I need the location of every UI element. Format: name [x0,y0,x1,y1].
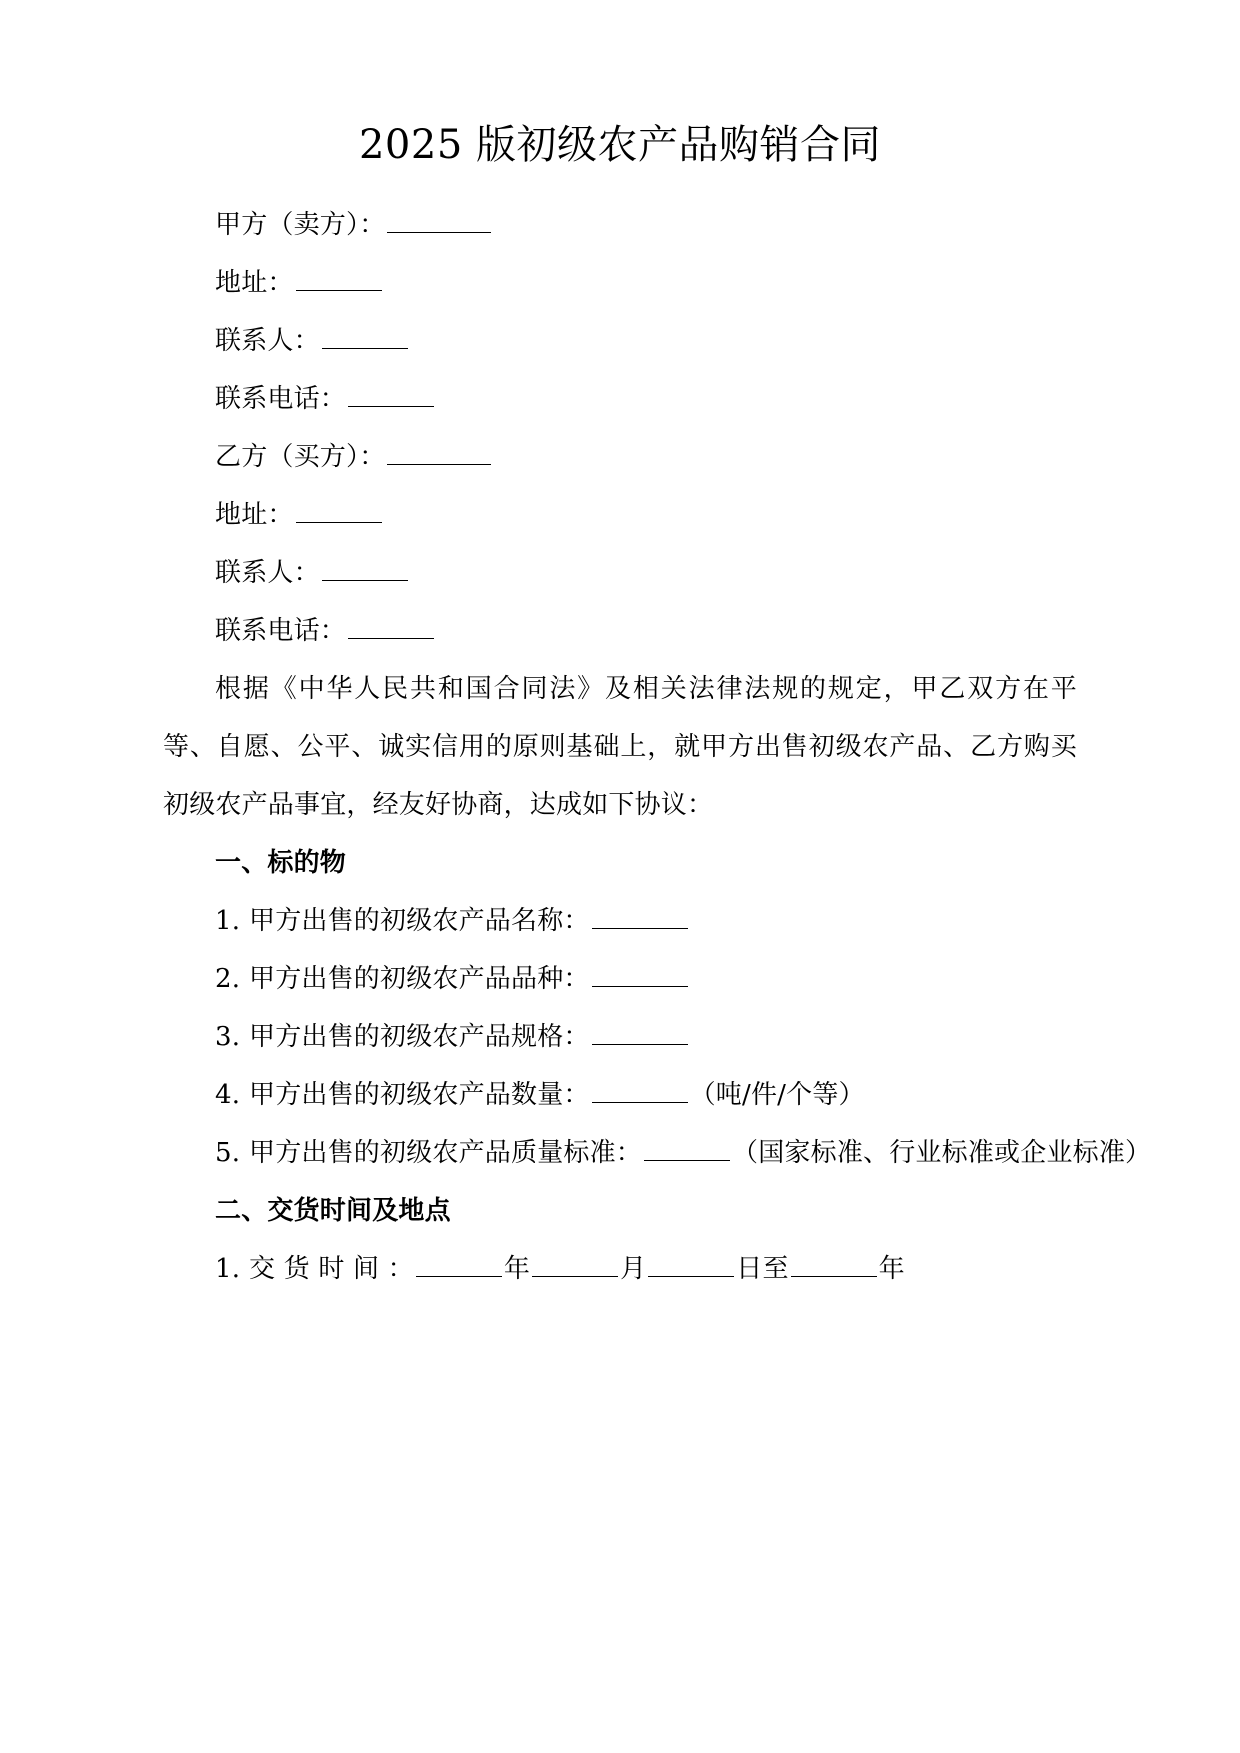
page-title: 2025 版初级农产品购销合同 [358,122,881,168]
party-label: 地址： [215,500,294,530]
list-item-text: 甲方出售的初级农产品质量标准： [249,1138,643,1168]
list-item [163,1240,1077,1298]
party-line-buyer-contact [163,544,1077,602]
fill-in-blank[interactable] [644,1134,730,1161]
fill-in-blank[interactable] [592,1018,688,1045]
fill-in-blank[interactable] [532,1250,618,1277]
list-item-number: 4. [215,1080,241,1110]
document-body [163,120,1152,1298]
list-item-number: 3. [215,1022,241,1052]
list-item-text: 甲方出售的初级农产品品种： [249,964,590,994]
list-item [163,1124,1152,1182]
list-item-number: 1. [215,1254,241,1284]
list-item-number: 5. [215,1138,241,1168]
list-item-text: 甲方出售的初级农产品规格： [249,1022,590,1052]
party-line-buyer-phone [163,602,1077,660]
list-item-text: 甲方出售的初级农产品名称： [249,906,590,936]
fill-in-blank[interactable] [592,1076,688,1103]
party-line-seller-phone [163,370,1077,428]
fill-in-blank[interactable] [296,496,382,523]
list-item-text: 交 货 时 间 ： [249,1254,414,1284]
fill-in-blank[interactable] [322,554,408,581]
fill-in-blank[interactable] [592,960,688,987]
delivery-unit-year: 年 [503,1254,531,1284]
section-heading-subject-matter: 一、标的物 [215,848,347,878]
delivery-unit-day: 日至 [736,1254,789,1284]
list-item-number: 1. [215,906,241,936]
party-line-buyer-name [163,428,1077,486]
party-line-seller-contact [163,312,1077,370]
party-line-buyer-address [163,486,1077,544]
fill-in-blank[interactable] [592,902,688,929]
fill-in-blank[interactable] [648,1250,734,1277]
fill-in-blank[interactable] [348,612,434,639]
list-item [163,1008,1077,1066]
list-item [163,892,1077,950]
fill-in-blank[interactable] [322,322,408,349]
section-heading-delivery: 二、交货时间及地点 [215,1196,451,1226]
fill-in-blank[interactable] [296,264,382,291]
party-label: 乙方（买方）： [215,442,386,472]
list-item [163,950,1077,1008]
preamble-paragraph: 根据《中华人民共和国合同法》及相关法律法规的规定，甲乙双方在平等、自愿、公平、诚实信用的原则基础上，就甲方出售初级农产品、乙方购买初级农产品事宜，经友好协商，达成如下协议： [163,674,1077,820]
list-item-suffix: （国家标准、行业标准或企业标准） [732,1138,1152,1168]
list-item-number: 2. [215,964,241,994]
fill-in-blank[interactable] [416,1250,502,1277]
delivery-unit-month: 月 [620,1254,647,1284]
party-label: 联系人： [215,326,320,356]
party-label: 联系人： [215,558,320,588]
party-line-seller-name [163,196,1077,254]
party-label: 甲方（卖方）： [215,210,386,240]
party-line-seller-address [163,254,1077,312]
list-item-text: 甲方出售的初级农产品数量： [249,1080,590,1110]
party-label: 联系电话： [215,384,347,414]
delivery-unit-trailing-year: 年 [878,1254,905,1284]
fill-in-blank[interactable] [791,1250,877,1277]
fill-in-blank[interactable] [387,206,491,233]
fill-in-blank[interactable] [387,438,491,465]
list-item [163,1066,1077,1124]
party-label: 地址： [215,268,294,298]
party-label: 联系电话： [215,616,347,646]
fill-in-blank[interactable] [348,380,434,407]
list-item-suffix: （吨/件/个等） [689,1080,865,1110]
